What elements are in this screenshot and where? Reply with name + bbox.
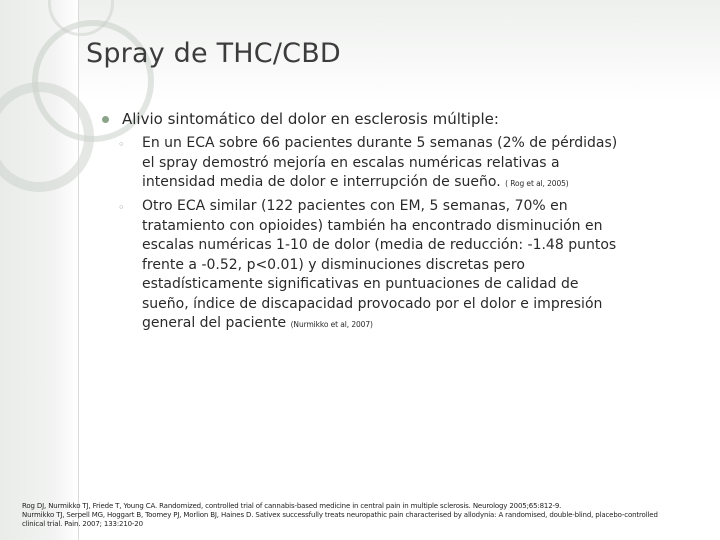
main-bullet-text: Alivio sintomático del dolor en esclerosis múltiple: xyxy=(122,110,499,128)
slide-title: Spray de THC/CBD xyxy=(86,38,341,69)
sub-bullet-icon: ◦ xyxy=(118,201,125,214)
main-bullet xyxy=(102,110,692,128)
citation: (Nurmikko et al, 2007) xyxy=(290,320,373,329)
sub-bullet-body: Otro ECA similar (122 pacientes con EM, 5 semanas, 70% en tratamiento con opioides) también ha encontrado disminución en escalas numéricas 1-10 de dolor (media de reducción: -1.48 puntos frente a -0.52, p<0.01) y disminuciones discretas pero estadísticamente significativas en puntuaciones de calidad de sueño, índice de discapacidad provocado por el dolor e impresión general del paciente xyxy=(142,198,617,331)
sub-bullet xyxy=(118,134,626,194)
reference-line: Rog DJ, Nurmikko TJ, Friede T, Young CA. Randomized, controlled trial of cannabis-based medicine in central pain in multiple sclerosis. Neurology 2005;65:812-9. xyxy=(22,502,562,510)
references xyxy=(22,502,712,529)
sub-bullet-icon: ◦ xyxy=(118,138,125,151)
sub-bullet-text xyxy=(142,197,626,335)
bullet-icon xyxy=(102,116,109,123)
sub-bullet-body: En un ECA sobre 66 pacientes durante 5 semanas (2% de pérdidas) el spray demostró mejoría en escalas numéricas relativas a intensidad media de dolor e interrupción de sueño. xyxy=(142,135,618,190)
sub-bullet xyxy=(118,197,626,335)
reference-line: clinical trial. Pain. 2007; 133:210-20 xyxy=(22,520,143,528)
sub-bullet-text xyxy=(142,134,626,194)
reference-line: Nurmikko TJ, Serpell MG, Hoggart B, Toomey PJ, Morlion BJ, Haines D. Sativex successfully treats neuropathic pain characterised by allodynia: A randomised, double-blind, placebo-controlled xyxy=(22,511,658,519)
decorative-divider xyxy=(78,0,79,540)
citation: ( Rog et al, 2005) xyxy=(505,179,569,188)
